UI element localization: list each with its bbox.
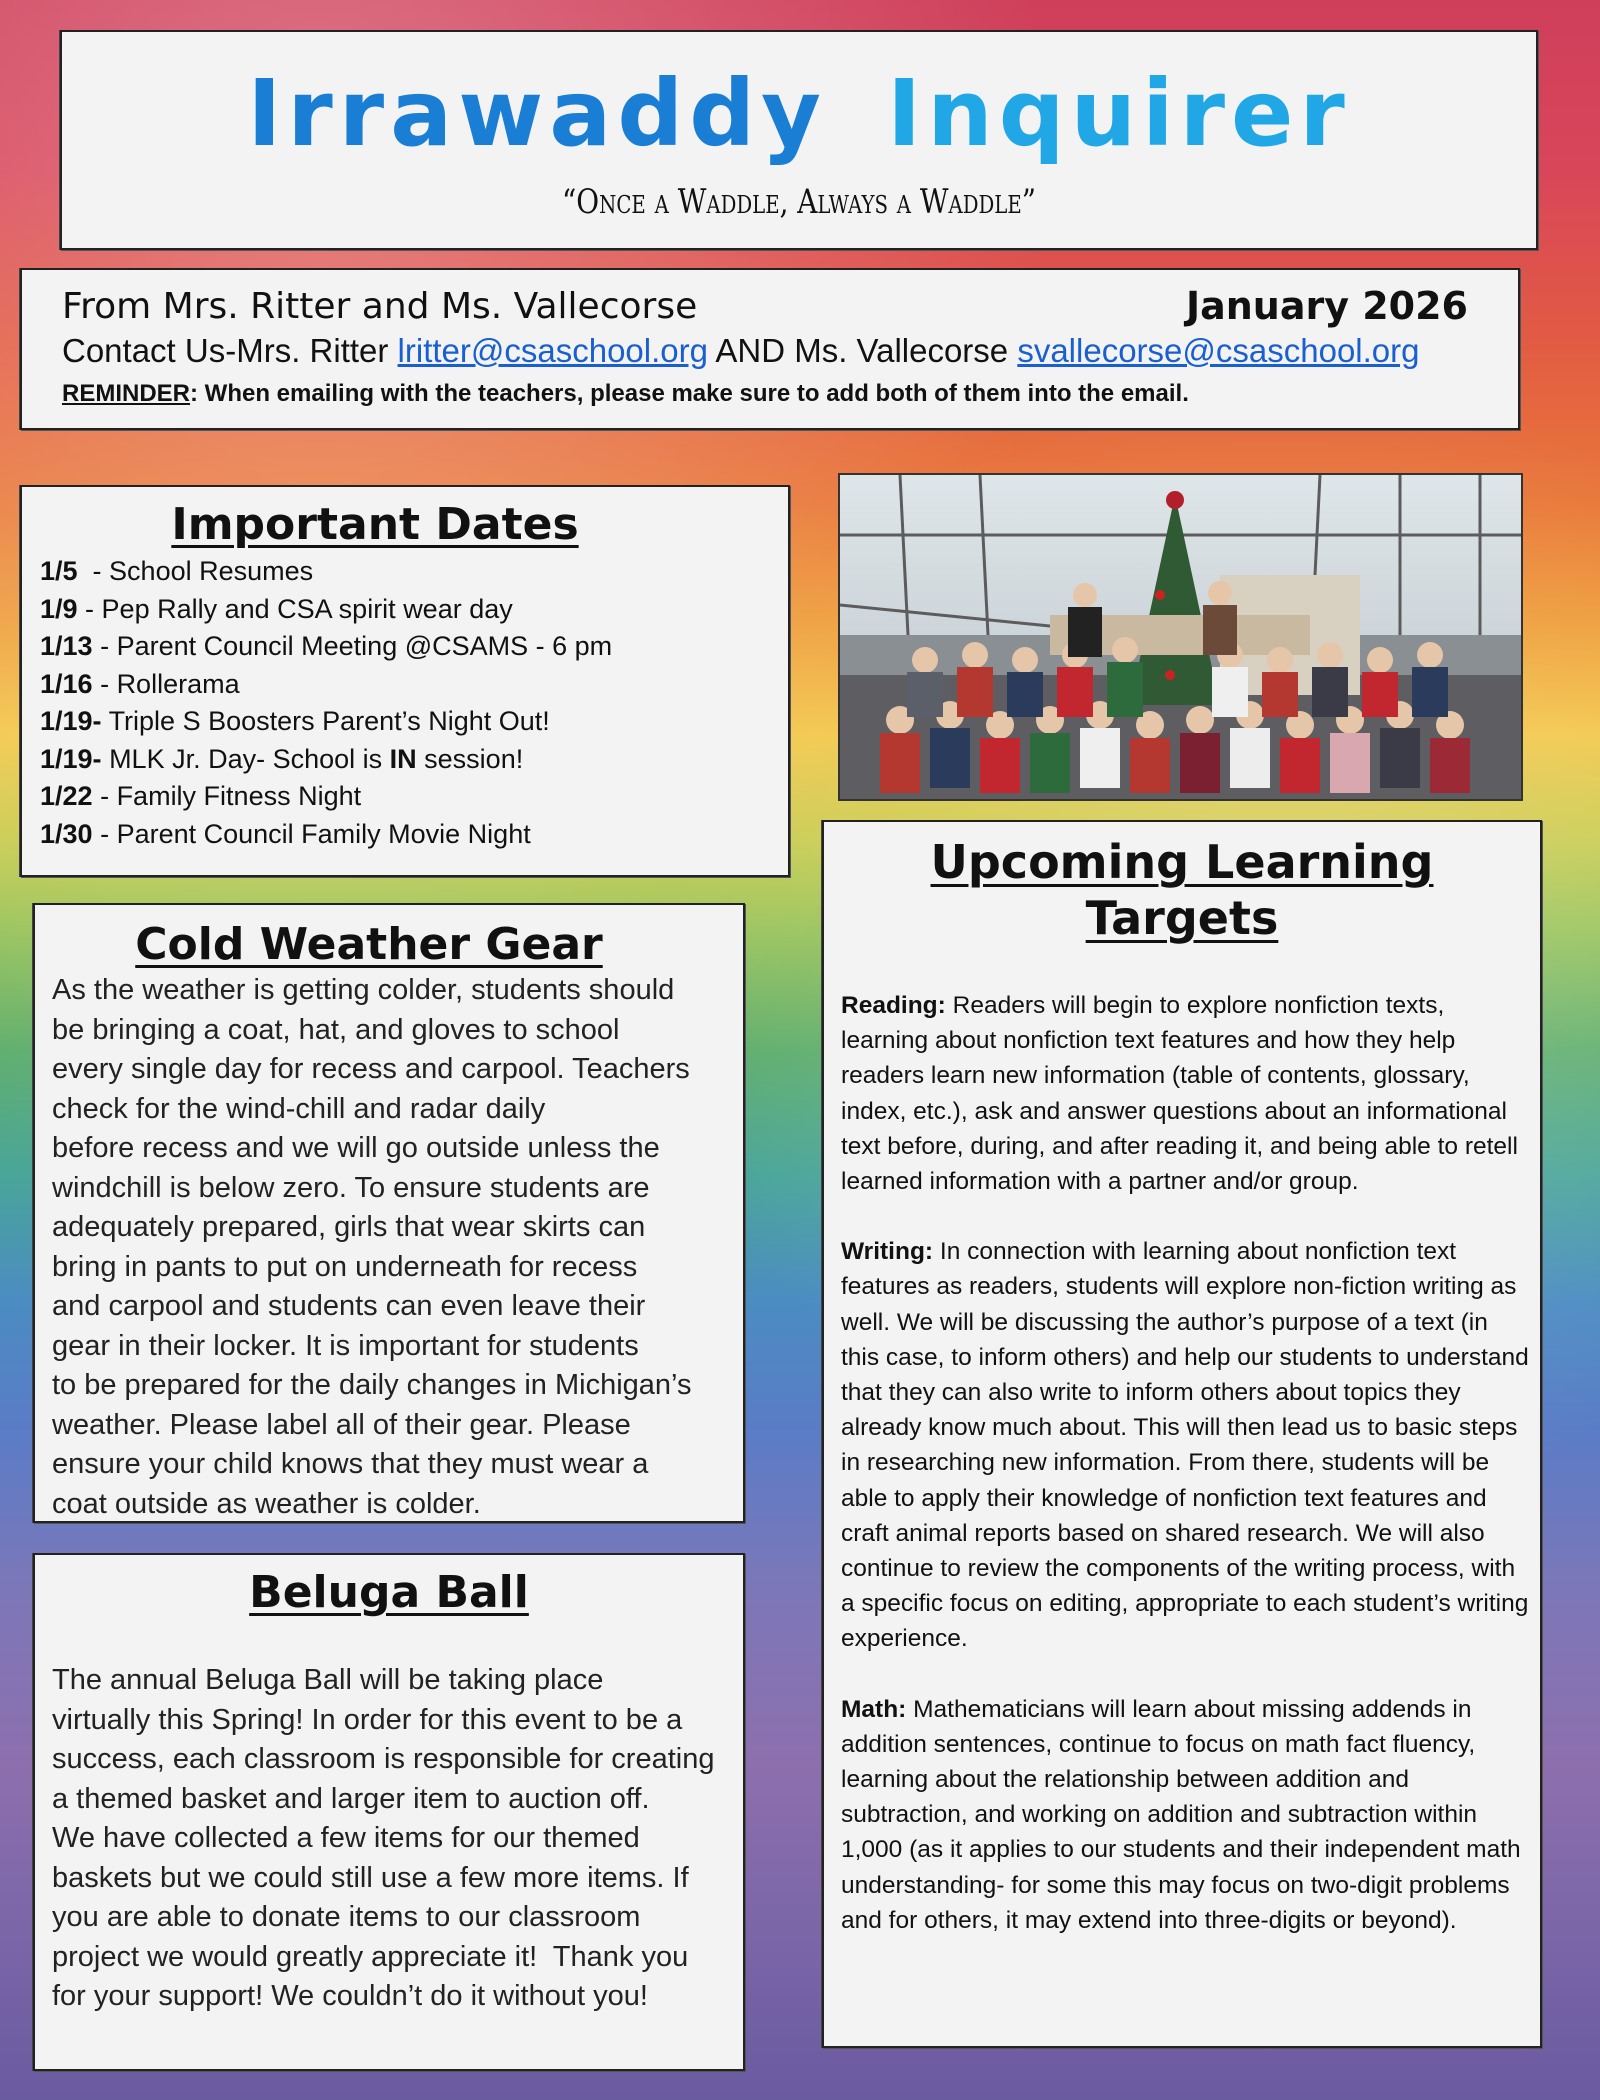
text-line: weather. Please label all of their gear. Please (52, 1408, 631, 1441)
class-photo-image (840, 475, 1523, 801)
reminder-text: : When emailing with the teachers, please make sure to add both of them into the email. (190, 380, 1189, 407)
text-line: gear in their locker. It is important for students (52, 1329, 639, 1362)
text-line: for your support! We couldn’t do it without you! (52, 1980, 648, 2012)
math-text: Mathematicians will learn about missing addends in addition sentences, continue to focus on math fact fluency, learning about the relationship between addition and subtraction, and working on addition and subtraction within 1,000 (as it applies to our students and their independent math understanding- for some this may focus on two-digit problems and for others, it may extend into three-digits or beyond). (841, 1695, 1521, 1934)
date-event: Rollerama (116, 668, 240, 699)
contact-prefix: Contact Us-Mrs. Ritter (62, 332, 389, 369)
contact-line (62, 332, 1420, 370)
cold-weather-box (33, 903, 745, 1523)
text-line: windchill is below zero. To ensure students are (52, 1171, 650, 1204)
contact-box (20, 268, 1520, 430)
date-separator: - (77, 593, 102, 624)
text-line: you are able to donate items to our classroom (52, 1901, 641, 1933)
date-separator: - (92, 631, 117, 661)
text-line: virtually this Spring! In order for this event to be a (52, 1703, 683, 1736)
date-label: 1/16 (40, 668, 93, 699)
date-label: 1/30 (40, 818, 93, 849)
date-label: 1/22 (40, 781, 93, 811)
text-line: baskets but we could still use a few more items. If (52, 1861, 689, 1894)
date-separator: - (92, 818, 117, 849)
date-label: 1/19- (40, 743, 102, 774)
date-item (40, 703, 612, 741)
text-line: project we would greatly appreciate it! Thank you (52, 1940, 689, 1973)
writing-text: In connection with learning about nonfiction text features as readers, students will explore non-fiction writing as well. We will be discussing the author’s purpose of a text (in this case, to inform others) and help our students to understand that they can also write to inform others about topics they already know much about. This will then lead us to basic steps in researching new information. From there, students will be able to apply their knowledge of nonfiction text features and craft animal reports based on shared research. We will also continue to review the components of the writing process, with a specific focus on editing, appropriate to each student’s writing experience. (841, 1238, 1529, 1653)
date-event: School Resumes (109, 556, 314, 586)
cold-weather-text (52, 971, 691, 1524)
contact-and: AND Ms. Vallecorse (715, 332, 1009, 369)
text-line: ensure your child knows that they must wear a (52, 1448, 649, 1480)
text-line: be bringing a coat, hat, and gloves to school (52, 1013, 620, 1046)
date-label: 1/5 (40, 556, 78, 586)
date-event: MLK Jr. Day- School is IN session! (109, 743, 524, 774)
date-label: 1/9 (40, 593, 78, 624)
date-separator (102, 744, 110, 774)
beluga-ball-box (33, 1553, 745, 2071)
text-line: a themed basket and larger item to auction off. (52, 1782, 650, 1815)
text-line: check for the wind-chill and radar daily (52, 1092, 546, 1125)
learning-targets-box (822, 820, 1542, 2048)
date-item (40, 591, 612, 629)
date-item (40, 816, 612, 854)
date-separator: - (92, 668, 117, 699)
email-link-ritter[interactable]: lritter@csaschool.org (397, 332, 708, 369)
date-item (40, 741, 612, 779)
title-part-1: Irrawaddy (247, 60, 828, 167)
date-item (40, 778, 612, 816)
date-item (40, 553, 612, 591)
text-line: every single day for recess and carpool. Teachers (52, 1053, 690, 1085)
beluga-ball-heading: Beluga Ball (249, 1567, 529, 1618)
from-line: From Mrs. Ritter and Ms. Vallecorse (62, 286, 698, 327)
important-dates-box (20, 485, 790, 877)
text-line: coat outside as weather is colder. (52, 1487, 481, 1520)
text-line: before recess and we will go outside unless the (52, 1132, 660, 1164)
newsletter-title (62, 60, 1536, 167)
cold-weather-heading: Cold Weather Gear (135, 919, 603, 970)
issue-date: January 2026 (1185, 284, 1468, 328)
email-link-vallecorse[interactable]: svallecorse@csaschool.org (1017, 332, 1420, 369)
learning-heading-line-1: Upcoming Learning (930, 835, 1434, 889)
text-line: and carpool and students can even leave their (52, 1290, 646, 1322)
reading-label: Reading: (841, 992, 946, 1019)
date-separator (102, 706, 109, 736)
date-separator: - (77, 556, 110, 586)
reading-text: Readers will begin to explore nonfiction texts, learning about nonfiction text features and how they help readers learn new information (table of contents, glossary, index, etc.), ask and answer questions about an informational text before, during, and after reading it, and being able to retell learned information with a partner and/or group. (841, 992, 1518, 1196)
learning-heading-line-2: Targets (1085, 891, 1279, 945)
date-label: 1/13 (40, 631, 93, 661)
important-dates-list (40, 553, 612, 853)
emphasis: IN (389, 743, 417, 774)
beluga-ball-text (52, 1661, 714, 2017)
writing-paragraph (841, 1234, 1531, 1656)
math-paragraph (841, 1692, 1531, 1938)
masthead-box (60, 30, 1538, 250)
date-event: Parent Council Meeting @CSAMS - 6 pm (116, 631, 613, 661)
date-event: Pep Rally and CSA spirit wear day (101, 593, 513, 624)
date-event: Parent Council Family Movie Night (116, 818, 531, 849)
text-line: We have collected a few items for our themed (52, 1822, 640, 1854)
date-item (40, 628, 612, 666)
text-line: success, each classroom is responsible for creating (52, 1743, 715, 1775)
text-line: As the weather is getting colder, students should (52, 974, 675, 1006)
text-line: The annual Beluga Ball will be taking place (52, 1664, 604, 1696)
important-dates-heading: Important Dates (171, 499, 579, 550)
title-part-2: Inquirer (887, 60, 1351, 167)
date-separator: - (92, 781, 117, 811)
date-event: Triple S Boosters Parent’s Night Out! (108, 706, 550, 736)
date-item (40, 666, 612, 704)
reminder (62, 380, 1189, 408)
date-label: 1/19- (40, 706, 102, 736)
writing-label: Writing: (841, 1238, 934, 1266)
reminder-label: REMINDER (62, 380, 191, 407)
learning-body (841, 988, 1531, 1973)
reading-paragraph (841, 988, 1531, 1199)
text-line: to be prepared for the daily changes in Michigan’s (52, 1369, 692, 1401)
class-photo (838, 473, 1523, 801)
motto: “Once a Waddle, Always a Waddle” (562, 182, 1036, 222)
math-label: Math: (841, 1695, 907, 1723)
text-line: bring in pants to put on underneath for recess (52, 1250, 638, 1283)
date-event: Family Fitness Night (116, 781, 362, 811)
text-line: adequately prepared, girls that wear skirts can (52, 1211, 646, 1243)
